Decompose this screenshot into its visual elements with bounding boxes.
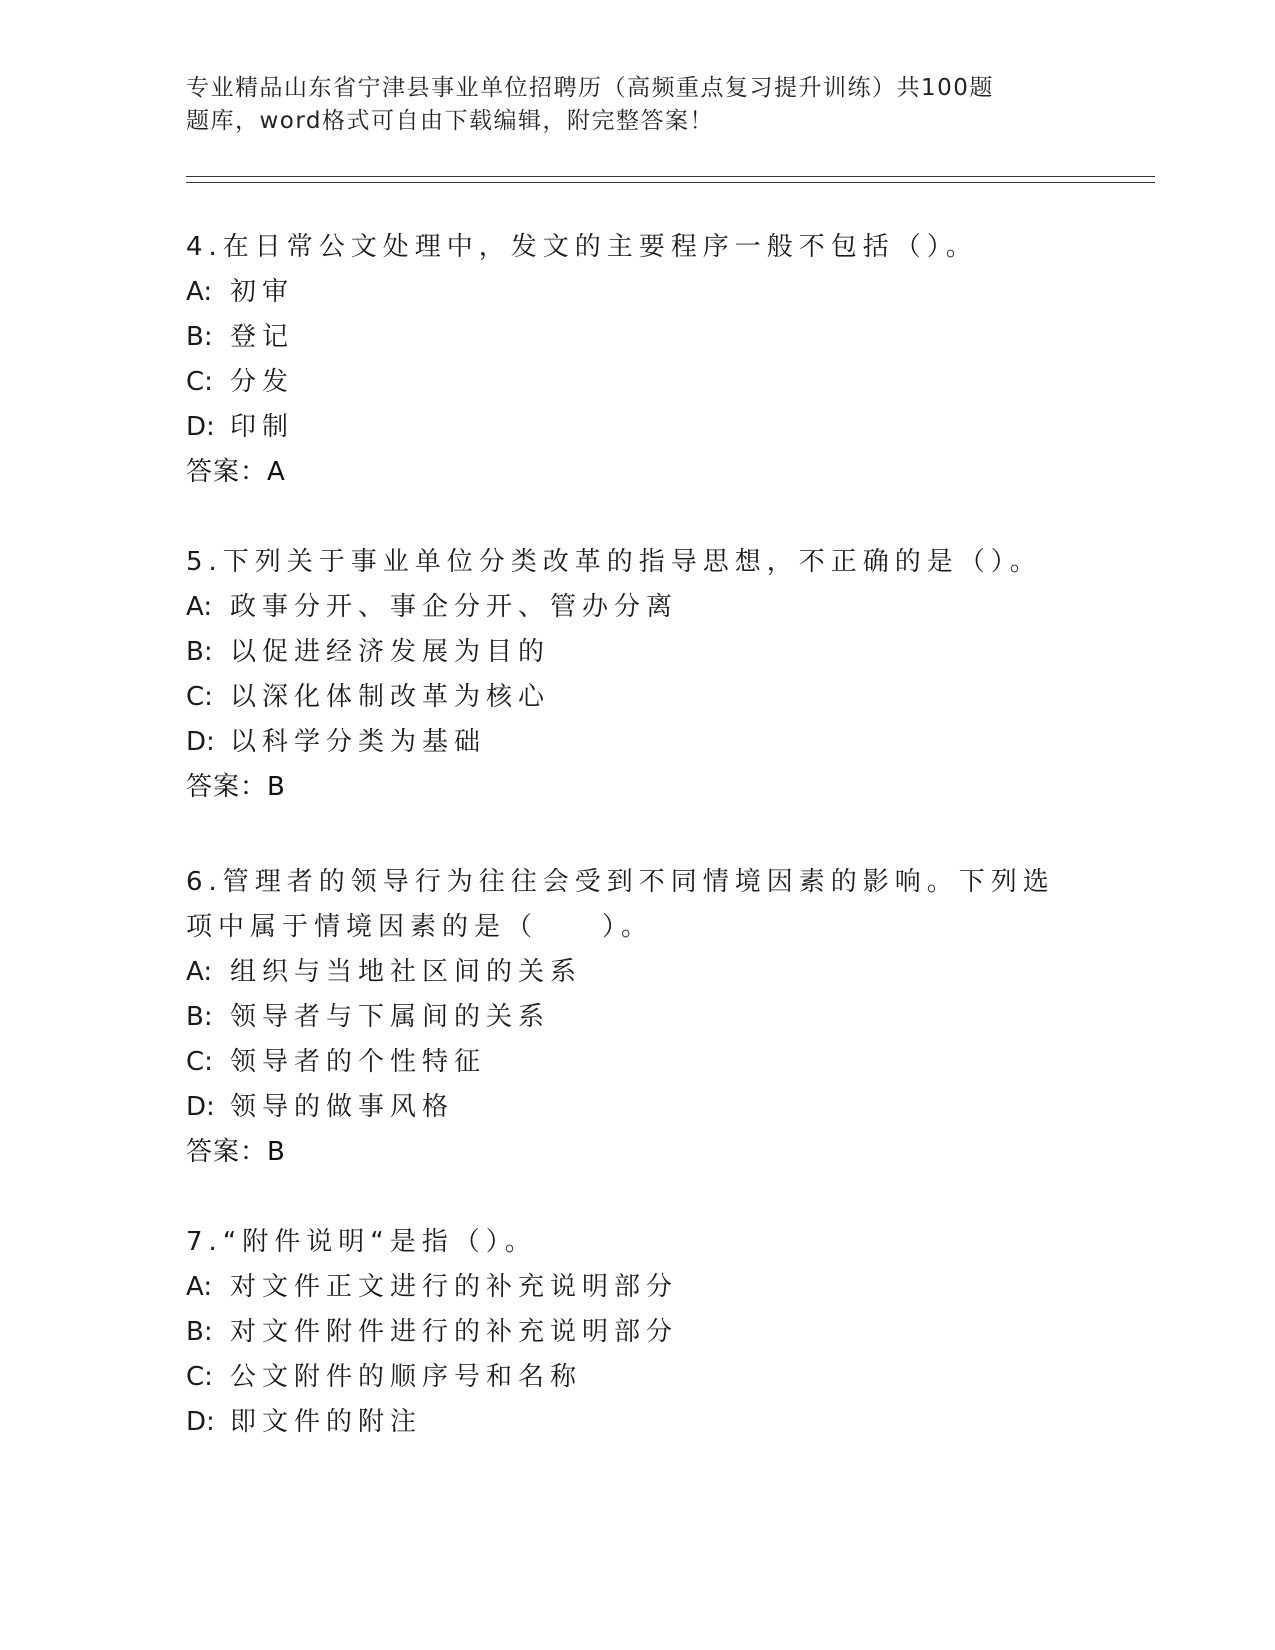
option-text: 即文件的附注 — [230, 1407, 423, 1437]
option-letter: D: — [186, 412, 215, 442]
option-letter: A: — [186, 277, 213, 307]
option-letter: D: — [186, 1092, 215, 1122]
option-text: 初审 — [230, 277, 295, 307]
option-text: 印制 — [230, 412, 295, 442]
option-letter: D: — [186, 727, 215, 757]
option-a — [186, 585, 1086, 630]
option-text: 对文件正文进行的补充说明部分 — [230, 1272, 679, 1302]
option-letter: B: — [186, 1317, 213, 1347]
question-stem: 5.下列关于事业单位分类改革的指导思想，不正确的是（）。 — [186, 547, 1042, 577]
option-text: 以科学分类为基础 — [230, 727, 487, 757]
option-text: 政事分开、事企分开、管办分离 — [230, 592, 679, 622]
answer-line: 答案：A — [186, 457, 286, 487]
option-b — [186, 995, 1086, 1040]
option-a — [186, 950, 1086, 995]
question-stem: 7.“附件说明“是指（）。 — [186, 1227, 537, 1257]
document-header — [186, 72, 1026, 138]
option-text: 领导者的个性特征 — [230, 1047, 487, 1077]
question-5 — [186, 540, 1086, 810]
option-letter: A: — [186, 592, 213, 622]
option-text: 分发 — [230, 367, 295, 397]
option-letter: C: — [186, 367, 213, 397]
option-c — [186, 1355, 1086, 1400]
option-letter: B: — [186, 1002, 213, 1032]
option-letter: B: — [186, 637, 213, 667]
question-4 — [186, 225, 1086, 495]
option-text: 领导者与下属间的关系 — [230, 1002, 551, 1032]
option-letter: D: — [186, 1407, 215, 1437]
header-line-2: 题库，word格式可自由下载编辑，附完整答案！ — [186, 108, 715, 134]
option-letter: A: — [186, 1272, 213, 1302]
header-divider-top — [186, 176, 1155, 177]
option-letter: C: — [186, 1362, 213, 1392]
option-b — [186, 1310, 1086, 1355]
option-b — [186, 315, 1086, 360]
option-text: 领导的做事风格 — [230, 1092, 455, 1122]
answer-line: 答案：B — [186, 1137, 286, 1167]
option-text: 以促进经济发展为目的 — [230, 637, 551, 667]
option-a — [186, 270, 1086, 315]
option-b — [186, 630, 1086, 675]
option-a — [186, 1265, 1086, 1310]
option-d — [186, 720, 1086, 765]
option-d — [186, 1085, 1086, 1130]
option-letter: A: — [186, 957, 213, 987]
answer-line: 答案：B — [186, 772, 286, 802]
question-6 — [186, 860, 1086, 1175]
option-text: 公文附件的顺序号和名称 — [230, 1362, 583, 1392]
option-d — [186, 1400, 1086, 1445]
header-divider-bottom — [186, 182, 1155, 183]
question-stem: 4.在日常公文处理中，发文的主要程序一般不包括（）。 — [186, 232, 978, 262]
option-c — [186, 360, 1086, 405]
option-letter: C: — [186, 1047, 213, 1077]
option-c — [186, 675, 1086, 720]
option-text: 登记 — [230, 322, 295, 352]
option-text: 以深化体制改革为核心 — [230, 682, 551, 712]
question-stem: 6.管理者的领导行为往往会受到不同情境因素的影响。下列选项中属于情境因素的是（ ）。 — [186, 867, 1055, 942]
option-d — [186, 405, 1086, 450]
header-line-1: 专业精品山东省宁津县事业单位招聘历（高频重点复习提升训练）共100题 — [186, 75, 994, 101]
option-letter: C: — [186, 682, 213, 712]
question-7 — [186, 1220, 1086, 1445]
option-c — [186, 1040, 1086, 1085]
option-text: 组织与当地社区间的关系 — [230, 957, 583, 987]
option-text: 对文件附件进行的补充说明部分 — [230, 1317, 679, 1347]
option-letter: B: — [186, 322, 213, 352]
